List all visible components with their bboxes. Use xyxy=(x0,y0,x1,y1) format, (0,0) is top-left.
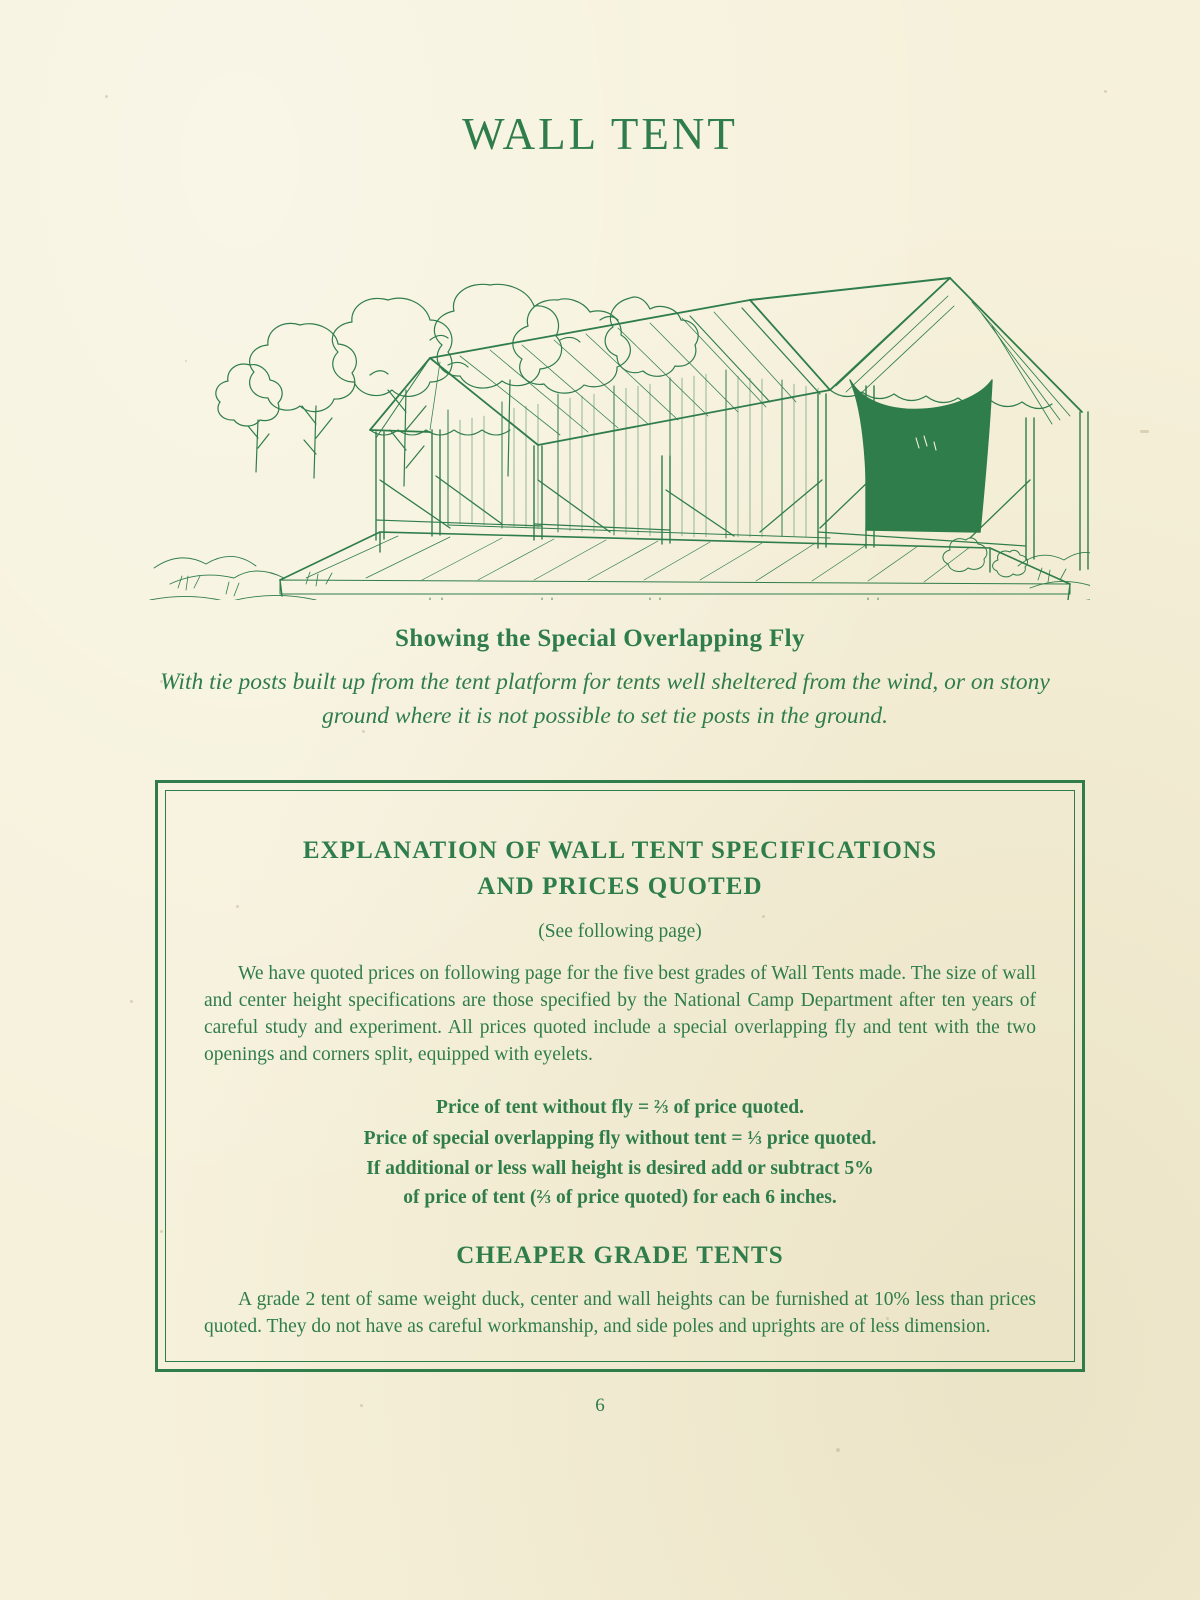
price-rule-2: Price of special overlapping fly without tent = ⅓ price quoted. xyxy=(363,1128,877,1149)
panel-heading-line-1: EXPLANATION OF WALL TENT SPECIFICATIONS xyxy=(302,837,938,864)
paper-speck xyxy=(105,95,108,98)
page-number: 6 xyxy=(595,1395,605,1416)
panel-heading-line-2: AND PRICES QUOTED xyxy=(477,873,763,900)
price-rule-1: Price of tent without fly = ⅔ of price quoted. xyxy=(435,1097,804,1118)
paper-speck xyxy=(1140,430,1149,433)
paper-speck xyxy=(836,1448,840,1452)
price-rule-3-cont: of price of tent (⅔ of price quoted) for each 6 inches. xyxy=(403,1187,837,1208)
cheaper-grade-paragraph: A grade 2 tent of same weight duck, center and wall heights can be furnished at 10% less than prices quoted. They do not have as careful workmanship, and side poles and uprights are of less dimension. xyxy=(204,1289,1036,1337)
see-following-note: (See following page) xyxy=(538,921,702,942)
specifications-panel xyxy=(155,780,1085,1372)
specifications-panel-inner xyxy=(165,790,1075,1362)
illustration-caption: Showing the Special Overlapping Fly xyxy=(395,625,805,652)
specifications-paragraph: We have quoted prices on following page for the five best grades of Wall Tents made. The size of wall and center height specifications are those specified by the National Camp Department after ten years of careful study and experiment. All prices quoted include a special overlapping fly and tent with the two openings and corners split, equipped with eyelets. xyxy=(204,963,1036,1065)
price-rule-3: If additional or less wall height is desired add or subtract 5% xyxy=(366,1158,874,1179)
panel-heading xyxy=(204,833,1036,905)
price-rules-list xyxy=(204,1092,1036,1212)
wall-tent-illustration xyxy=(130,180,1090,600)
paper-speck xyxy=(1104,90,1107,93)
illustration-subcaption: With tie posts built up from the tent platform for tents well sheltered from the wind, or on stony ground where it is not possible to set tie posts in the ground. xyxy=(160,669,1050,729)
paper-speck xyxy=(130,1000,133,1003)
cheaper-grade-heading: CHEAPER GRADE TENTS xyxy=(456,1242,784,1269)
page-title: WALL TENT xyxy=(462,109,738,159)
